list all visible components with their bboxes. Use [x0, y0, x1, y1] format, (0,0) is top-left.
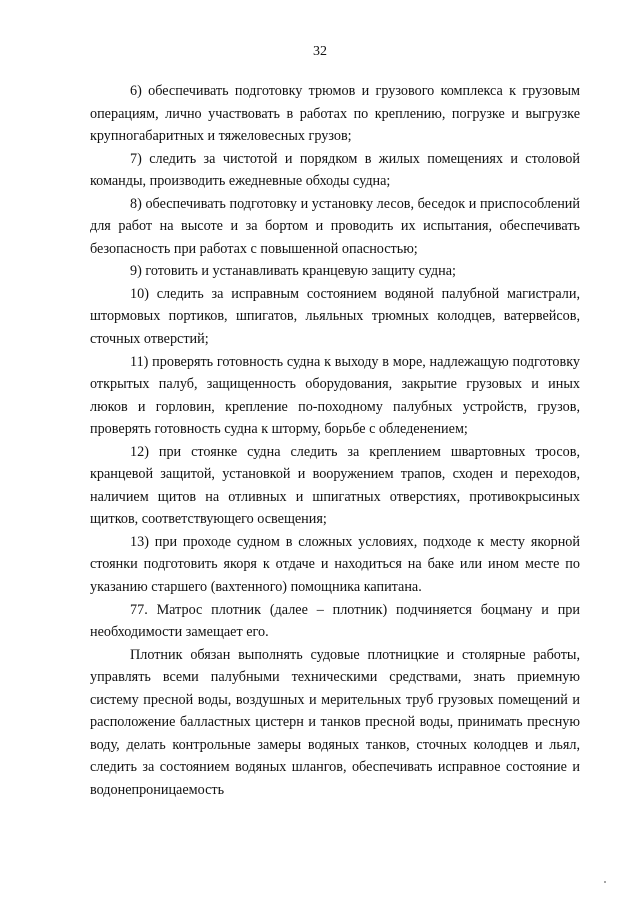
list-item-6: 6) обеспечивать подготовку трюмов и грузового комплекса к грузовым операциям, лично участвовать в работах по креплению, погрузке и выгрузке крупногабаритных и тяжеловесных грузов;	[90, 83, 580, 145]
carpenter-duties-paragraph: Плотник обязан выполнять судовые плотницкие и столярные работы, управлять всеми палубными техническими средствами, знать приемную систему пресной воды, воздушных и мерительных труб грузовых помещений и расположение балластных цистерн и танков пресной воды, принимать пресную воду, делать контрольные замеры водяных танков, сточных колодцев и льял, следить за состоянием водяных шлангов, обеспечивать исправное состояние и водонепроницаемость	[90, 646, 580, 798]
list-item-13: 13) при проходе судном в сложных условиях, подходе к месту якорной стоянки подготовить якоря к отдаче и находиться на баке или ином месте по указанию старшего (вахтенного) помощника капитана.	[90, 533, 580, 596]
list-item-7: 7) следить за чистотой и порядком в жилых помещениях и столовой команды, производить ежедневные обходы судна;	[90, 150, 580, 190]
list-item-9: 9) готовить и устанавливать кранцевую защиту судна;	[130, 263, 456, 280]
scan-artifact	[604, 881, 606, 883]
clause-77: 77. Матрос плотник (далее – плотник) подчиняется боцману и при необходимости замещает его.	[90, 601, 580, 641]
list-item-12: 12) при стоянке судна следить за креплением швартовных тросов, кранцевой защитой, установкой и вооружением трапов, сходен и переходов, наличием щитов на отливных и шпигатных отверстиях, противокрысиных щитков, соответствующего освещения;	[90, 443, 580, 528]
document-body	[90, 80, 580, 802]
list-item-10: 10) следить за исправным состоянием водяной палубной магистрали, штормовых портиков, шпигатов, льяльных трюмных колодцев, ватервейсов, сточных отверстий;	[90, 285, 580, 348]
list-item-8: 8) обеспечивать подготовку и установку лесов, беседок и приспособлений для работ на высоте и за бортом и проводить их испытания, обеспечивать безопасность при работах с повышенной опасностью;	[90, 195, 580, 257]
page-number: 32	[313, 44, 327, 59]
list-item-11: 11) проверять готовность судна к выходу в море, надлежащую подготовку открытых палуб, защищенность оборудования, закрытие грузовых и иных люков и горловин, крепление по-походному палубных устройств, грузов, проверять готовность судна к шторму, борьбе с обледенением;	[90, 353, 580, 438]
